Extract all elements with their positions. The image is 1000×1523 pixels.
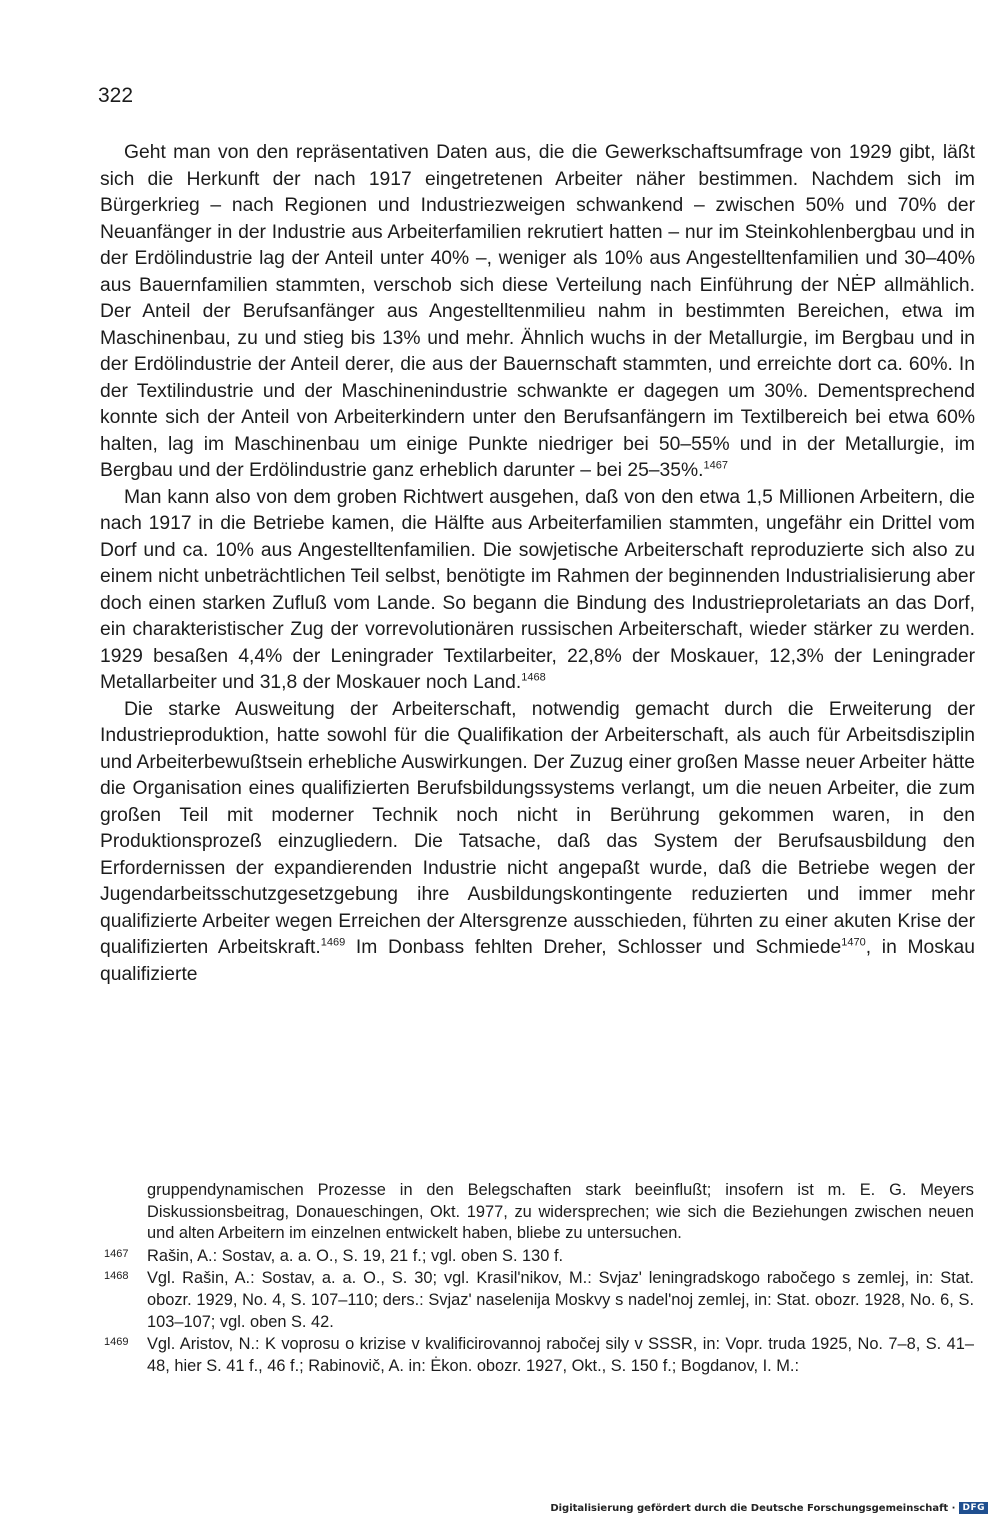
footnote-text: Vgl. Rašin, A.: Sostav, a. a. O., S. 30; vgl. Krasil'nikov, M.: Svjaz' leningradskogo rabočego s zemlej, in: Stat. obozr. 1929, No. 4, S. 107–110; ders.: Svjaz' naselenija Moskvy s nadel'noj zemlej, in: Stat. obozr. 1928, No. 6, S. 103–107; vgl. oben S. 42.: [147, 1269, 974, 1331]
paragraph-text: Die starke Ausweitung der Arbeiterschaft, notwendig gemacht durch die Erweiterung der Industrieproduktion, hatte sowohl für die Qualifikation der Arbeiterschaft, als auch für Arbeitsdisziplin und Arbeiterbewußtsein erhebliche Auswirkungen. Der Zuzug einer großen Masse neuer Arbeiter hätte die Organisation eines qualifizierten Berufsbildungssystems verlangt, um die neuen Arbeiter, die zum großen Teil mit moderner Technik noch nicht in Berührung gekommen waren, in den Produktionsprozeß einzugliedern. Die Tatsache, daß das System der Berufsausbildung den Erfordernissen der expandierenden Industrie nicht angepaßt wurde, daß die Betriebe wegen der Jugendarbeitsschutzgesetzgebung ihre Ausbildungskontingente reduzierten und immer mehr qualifizierte Arbeiter wegen Erreichen der Altersgrenze ausschieden, führten zu einer akuten Krise der qualifizierten Arbeitskraft.: [100, 698, 975, 958]
main-text: [100, 140, 975, 988]
footnote-1467: [104, 1246, 974, 1268]
paragraph-text: Man kann also von dem groben Richtwert ausgehen, daß von den etwa 1,5 Millionen Arbeitern, die nach 1917 in die Betriebe kamen, die Hälfte aus Arbeiterfamilien stammten, ungefähr ein Drittel vom Dorf und ca. 10% aus Angestelltenfamilien. Die sowjetische Arbeiterschaft reproduzierte sich also zu einem nicht unbeträchtlichen Teil selbst, benötigte im Rahmen der beginnenden Industrialisierung aber doch einen starken Zufluß vom Lande. So begann die Bindung des Industrieproletariats an das Dorf, ein charakteristischer Zug der vorrevolutionären russischen Arbeiterschaft, wieder stärker zu werden. 1929 besaßen 4,4% der Leningrader Textilarbeiter, 22,8% der Moskauer, 12,3% der Leningrader Metallarbeiter und 31,8 der Moskauer noch Land.: [100, 486, 975, 693]
paragraph-text: Im Donbass fehlten Dreher, Schlosser und Schmiede: [345, 937, 842, 958]
footnote-number: 1468: [104, 1270, 129, 1283]
footnote-1468: [104, 1268, 974, 1333]
footnote-1469: [104, 1334, 974, 1377]
paragraph-2: [100, 485, 975, 697]
paragraph-text: , in Moskau qualifizierte: [100, 937, 976, 985]
footnote-ref-1467: 1467: [703, 459, 728, 472]
footnote-text: Vgl. Aristov, N.: K voprosu o krizise v kvalificirovannoj rabočej sily v SSSR, in: Vopr. truda 1925, No. 7–8, S. 41–48, hier S. 41 f., 46 f.; Rabinovič, A. in: Ėkon. obozr. 1927, Okt., S. 150 f.; Bogdanov, I. M.:: [147, 1335, 974, 1375]
footnote-number: 1469: [104, 1336, 129, 1349]
page-number: 322: [98, 84, 134, 107]
footnotes: [104, 1180, 974, 1377]
paragraph-3: [100, 697, 975, 989]
footnote-ref-1469: 1469: [320, 936, 346, 949]
paragraph-text: Geht man von den repräsentativen Daten aus, die die Gewerkschaftsumfrage von 1929 gibt, läßt sich die Herkunft der nach 1917 eingetretenen Arbeiter näher bestimmen. Nachdem sich im Bürgerkrieg – nach Regionen und Industriezweigen schwankend – zwischen 50% und 70% der Neuanfänger in der Industrie aus Arbeiterfamilien rekrutiert hatten – nur im Steinkohlenbergbau und in der Erdölindustrie lag der Anteil unter 40% –, weniger als 10% aus Angestelltenfamilien und 30–40% aus Bauernfamilien stammten, verschob sich diese Verteilung nach Einführung der NĖP allmählich. Der Anteil der Berufsanfänger aus Angestelltenmilieu nahm in bestimmten Bereichen, etwa im Maschinenbau, zu und stieg bis 13% und mehr. Ähnlich wuchs in der Metallurgie, im Bergbau und in der Erdölindustrie der Anteil derer, die aus der Bauernschaft stammten, und erreichte dort ca. 60%. In der Textilindustrie und der Maschinenindustrie schwankte er dagegen um 30%. Dementsprechend konnte sich der Anteil von Arbeiterkindern unter den Berufsanfängern im Textilbereich bei etwa 60% halten, lag im Maschinenbau um einige Punkte niedriger bei 50–55% und in der Metallurgie, im Bergbau und der Erdölindustrie ganz erheblich darunter – bei 25–35%.: [100, 142, 975, 481]
dfg-notice-text: Digitalisierung gefördert durch die Deutsche Forschungsgemeinschaft ·: [550, 1502, 956, 1514]
dfg-logo-icon: DFG: [959, 1502, 988, 1514]
footnote-text: gruppendynamischen Prozesse in den Belegschaften stark beeinflußt; insofern ist m. E. G. Meyers Diskussionsbeitrag, Donaueschingen, Okt. 1977, zu widersprechen; wie sich die Beziehungen zwischen neuen und alten Arbeitern im einzelnen entwickelt haben, bliebe zu untersuchen.: [147, 1181, 974, 1243]
paragraph-1: [100, 140, 975, 485]
footnote-text: Rašin, A.: Sostav, a. a. O., S. 19, 21 f.; vgl. oben S. 130 f.: [147, 1246, 564, 1265]
footnote-continued: [104, 1180, 974, 1245]
footnote-ref-1468: 1468: [521, 671, 546, 684]
footnote-ref-1470: 1470: [841, 936, 866, 949]
dfg-funding-notice: [550, 1502, 988, 1514]
footnote-number: 1467: [104, 1247, 129, 1260]
